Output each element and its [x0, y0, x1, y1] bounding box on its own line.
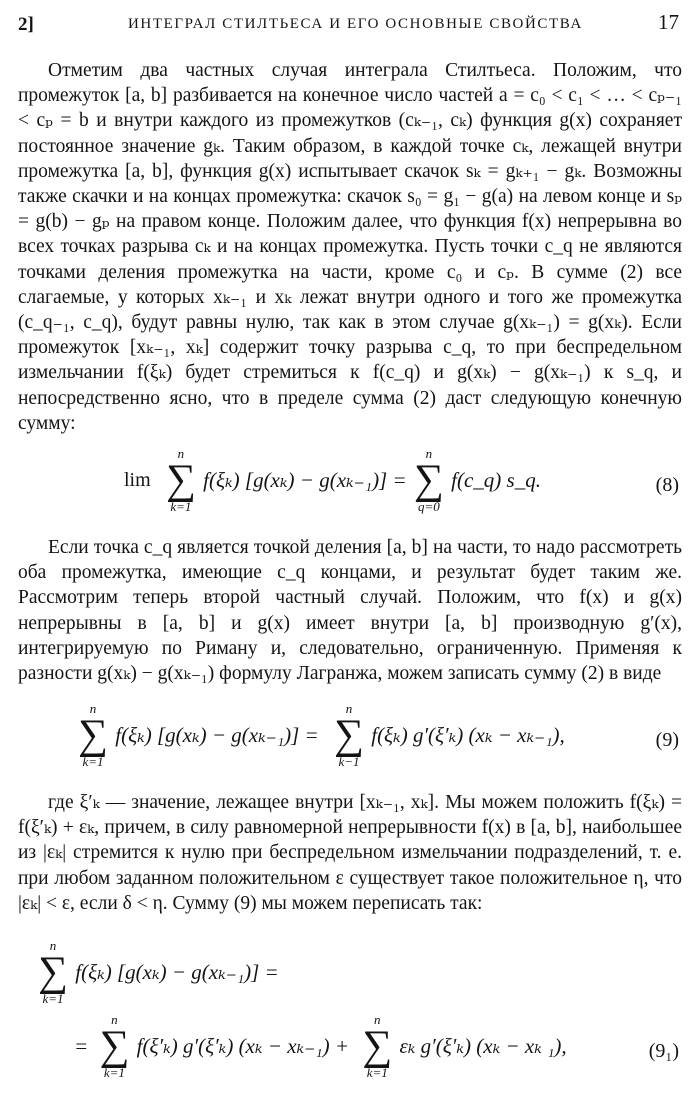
eq91-line1-text: f(ξₖ) [g(xₖ) − g(xₖ₋₁)] =: [75, 960, 279, 984]
eq91-line2-middle: f(ξ′ₖ) g′(ξ′ₖ) (xₖ − xₖ₋₁) +: [136, 1034, 349, 1058]
eq9-sum-left: n ∑ k=1: [78, 701, 108, 769]
equation-8-number: (8): [655, 474, 679, 496]
paragraph-3: где ξ′ₖ — значение, лежащее внутри [xₖ₋₁, xₖ]. Мы можем положить f(ξₖ) = f(ξ′ₖ) + εₖ, причем, в силу равномерной непрерывности f(x) в [a, b], наибольшее из |εₖ| стремится к нулю при беспредельном измельчании подразделений, т. е. при любом заданном положительном ε существует такое положительное η, что |εₖ| < ε, если δ < η. Сумму (9) мы можем переписать так:: [18, 792, 682, 914]
equation-9-1-line-1: [0, 940, 699, 1010]
equation-8: [0, 448, 699, 528]
equation-9: [0, 703, 699, 783]
running-head: [18, 10, 681, 40]
eq91-sum-line1: n ∑ k=1: [38, 938, 68, 1006]
eq8-sum-right: n ∑ q=0: [413, 446, 444, 514]
paragraph-2: Если точка c_q является точкой деления [a, b] на части, то надо рассмотреть оба промежутка, имеющие c_q концами, и результат будет таким же. Рассмотрим теперь второй частный случай. Положим, что f(x) и g(x) непрерывны в [a, b] и g(x) имеет внутри [a, b] производную g′(x), интегрируемую по Риману и, следовательно, ограниченную. Применяя к разности g(xₖ) − g(xₖ₋₁) формулу Лагранжа, можем записать сумму (2) в виде: [18, 537, 682, 685]
eq91-line2-right: εₖ g′(ξ′ₖ) (xₖ − xₖ ₁),: [399, 1034, 567, 1058]
running-title: ИНТЕГРАЛ СТИЛТЬЕСА И ЕГО ОСНОВНЫЕ СВОЙСТВА: [128, 16, 583, 32]
eq9-right-side: f(ξₖ) g′(ξ′ₖ) (xₖ − xₖ₋₁),: [371, 723, 565, 747]
eq91-sum-line2-right: n ∑ k=1: [362, 1012, 393, 1080]
page-number: 17: [658, 10, 679, 34]
eq9-left-side: f(ξₖ) [g(xₖ) − g(xₖ₋₁)] =: [115, 723, 319, 747]
eq8-lim: lim: [124, 469, 151, 491]
eq9-sum-right: n ∑ k−1: [334, 701, 364, 769]
eq91-line2-equals: =: [74, 1034, 89, 1058]
equation-9-number: (9): [655, 729, 679, 751]
eq8-right-side: f(c_q) s_q.: [451, 468, 541, 492]
equation-9-1-line-2: [0, 1014, 699, 1094]
eq91-sum-line2-left: n ∑ k=1: [99, 1012, 130, 1080]
paragraph-1: Отметим два частных случая интеграла Стилтьеса. Положим, что промежуток [a, b] разбивается на конечное число частей a = c₀ < c₁ < … < cₚ₋₁ < cₚ = b и внутри каждого из промежутков (cₖ₋₁, cₖ) функция g(x) сохраняет постоянное значение gₖ. Таким образом, в каждой точке cₖ, лежащей внутри промежутка [a, b], функция g(x) испытывает скачок sₖ = gₖ₊₁ − gₖ. Возможны также скачки и на концах промежутка: скачок s₀ = g₁ − g(a) на левом конце и sₚ = g(b) − gₚ на правом конце. Положим далее, что функция f(x) непрерывна во всех точках разрыва cₖ и на концах промежутка. Пусть точки c_q не являются точками деления промежутка на части, кроме c₀ и cₚ. В сумме (2) все слагаемые, у которых xₖ₋₁ и xₖ лежат внутри одного и того же промежутка (c_q₋₁, c_q), будут равны нулю, так как в этом случае g(xₖ₋₁) = g(xₖ). Если промежуток [xₖ₋₁, xₖ] содержит точку разрыва c_q, то при беспредельном измельчании f(ξₖ) будет стремиться к f(c_q) и g(xₖ) − g(xₖ₋₁) к s_q, и непосредственно ясно, что в пределе сумма (2) даст следующую конечную сумму:: [18, 60, 682, 434]
eq8-sum-left: n ∑ k=1: [165, 446, 196, 514]
eq8-left-side: f(ξₖ) [g(xₖ) − g(xₖ₋₁)] =: [203, 468, 407, 492]
section-number: 2]: [18, 14, 34, 35]
equation-9-1-number: (9₁): [648, 1040, 679, 1062]
